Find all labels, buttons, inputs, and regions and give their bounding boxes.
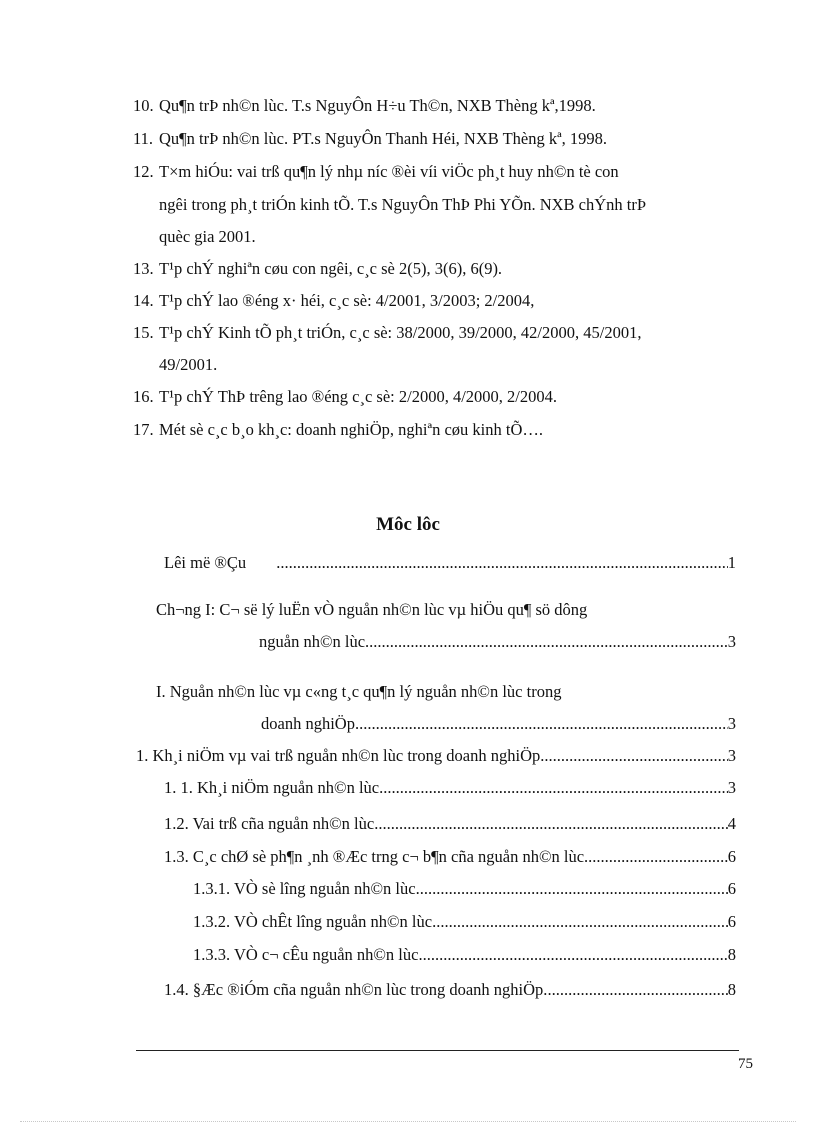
reference-text: 49/2001. xyxy=(159,355,218,374)
reference-item xyxy=(133,386,743,408)
toc-entry-label: Ch¬ng I: C¬ së lý luËn vÒ nguån nh©n lùc vµ hiÖu qu¶ sö dông xyxy=(156,600,588,619)
reference-item xyxy=(133,322,743,344)
toc-entry-page: 8 xyxy=(727,945,736,964)
toc-entry xyxy=(164,846,736,868)
reference-item xyxy=(133,128,743,150)
toc-entry-continued xyxy=(261,713,736,735)
toc-leader xyxy=(420,878,728,900)
reference-text: T×m hiÓu: vai trß qu¶n lý nhµ níc ®èi víi viÖc ph¸t huy nh©n tè con xyxy=(159,162,619,181)
toc-entry-label: 1.2. Vai trß cña nguån nh©n lùc. xyxy=(164,814,379,833)
toc-entry xyxy=(193,911,736,933)
toc-entry-label: 1.3.3. VÒ c¬ cÊu nguån nh©n lùc. xyxy=(193,945,423,964)
reference-item-continued xyxy=(133,226,743,248)
reference-number: 10. xyxy=(133,96,154,115)
reference-number: 14. xyxy=(133,291,154,310)
reference-item xyxy=(133,419,743,441)
reference-item xyxy=(133,258,743,280)
reference-item-continued xyxy=(133,194,743,216)
toc-entry xyxy=(164,777,736,799)
reference-number: 12. xyxy=(133,162,154,181)
toc-leader xyxy=(276,552,728,574)
toc-leader xyxy=(383,777,728,799)
footer-divider xyxy=(136,1050,739,1051)
toc-leader xyxy=(369,631,728,653)
reference-text: Qu¶n trÞ nh©n lùc. PT.s NguyÔn Thanh Héi, NXB Thèng kª, 1998. xyxy=(159,129,608,148)
toc-entry-page: 3 xyxy=(727,746,736,765)
reference-number: 15. xyxy=(133,323,154,342)
toc-entry-page: 6 xyxy=(727,879,736,898)
toc-leader xyxy=(378,813,727,835)
page-bottom-border xyxy=(20,1121,796,1122)
toc-entry-page: 8 xyxy=(727,980,736,999)
toc-entry-label: Lêi më ®Çu xyxy=(164,553,247,572)
reference-text: T¹p chÝ Kinh tÕ ph¸t triÓn, c¸c sè: 38/2000, 39/2000, 42/2000, 45/2001, xyxy=(159,323,642,342)
reference-number: 11. xyxy=(133,129,154,148)
toc-title: Môc lôc xyxy=(376,514,440,535)
toc-entry-page: 4 xyxy=(727,814,736,833)
toc-entry-page: 6 xyxy=(727,912,736,931)
toc-entry-label: 1.3.2. VÒ chÊt lîng nguån nh©n lùc. xyxy=(193,912,437,931)
reference-item xyxy=(133,290,743,312)
reference-text: quèc gia 2001. xyxy=(159,227,256,246)
reference-item-continued xyxy=(133,354,743,376)
reference-number: 17. xyxy=(133,420,154,439)
toc-entry-page: 1 xyxy=(727,553,736,572)
toc-leader xyxy=(547,979,727,1001)
toc-entry-label: doanh nghiÖp. xyxy=(261,714,360,733)
toc-leader xyxy=(588,846,728,868)
reference-number: 13. xyxy=(133,259,154,278)
reference-number: 16. xyxy=(133,387,154,406)
toc-entry-page: 6 xyxy=(727,847,736,866)
toc-entry xyxy=(164,552,736,574)
toc-entry-label: nguån nh©n lùc. xyxy=(259,632,370,651)
toc-entry xyxy=(136,745,736,767)
reference-text: T¹p chÝ lao ®éng x· héi, c¸c sè: 4/2001, 3/2003; 2/2004, xyxy=(159,291,535,310)
toc-entry-label: 1.3.1. VÒ sè lîng nguån nh©n lùc. xyxy=(193,879,420,898)
reference-text: Mét sè c¸c b¸o kh¸c: doanh nghiÖp, nghiªn cøu kinh tÕ…. xyxy=(159,420,543,439)
toc-entry xyxy=(164,979,736,1001)
toc-leader xyxy=(436,911,728,933)
reference-item xyxy=(133,95,743,117)
toc-entry-page: 3 xyxy=(727,778,736,797)
toc-entry-label: 1.4. §Æc ®iÓm cña nguån nh©n lùc trong doanh nghiÖp. xyxy=(164,980,548,999)
toc-entry xyxy=(193,878,736,900)
toc-entry-label: I. Nguån nh©n lùc vµ c«ng t¸c qu¶n lý nguån nh©n lùc trong xyxy=(156,682,562,701)
reference-text: Qu¶n trÞ nh©n lùc. T.s NguyÔn H÷u Th©n, NXB Thèng kª,1998. xyxy=(159,96,596,115)
toc-entry-continued xyxy=(259,631,736,653)
toc-entry xyxy=(193,944,736,966)
toc-entry-label: 1. 1. Kh¸i niÖm nguån nh©n lùc. xyxy=(164,778,384,797)
reference-text: T¹p chÝ nghiªn cøu con ngêi, c¸c sè 2(5), 3(6), 6(9). xyxy=(159,259,503,278)
toc-leader xyxy=(423,944,728,966)
toc-entry-label: 1.3. C¸c chØ sè ph¶n ¸nh ®Æc trng c¬ b¶n cña nguån nh©n lùc. xyxy=(164,847,589,866)
toc-leader xyxy=(359,713,728,735)
toc-entry-page: 3 xyxy=(727,632,736,651)
reference-text: T¹p chÝ ThÞ trêng lao ®éng c¸c sè: 2/2000, 4/2000, 2/2004. xyxy=(159,387,557,406)
toc-entry xyxy=(164,813,736,835)
reference-item xyxy=(133,161,743,183)
toc-entry-label: 1. Kh¸i niÖm vµ vai trß nguån nh©n lùc trong doanh nghiÖp. xyxy=(136,746,545,765)
toc-entry xyxy=(156,599,736,621)
reference-text: ngêi trong ph¸t triÓn kinh tÕ. T.s NguyÔn ThÞ Phi YÕn. NXB chÝnh trÞ xyxy=(159,195,647,214)
toc-leader xyxy=(544,745,727,767)
toc-entry-page: 3 xyxy=(727,714,736,733)
page-number: 75 xyxy=(738,1056,753,1072)
toc-entry xyxy=(156,681,736,703)
